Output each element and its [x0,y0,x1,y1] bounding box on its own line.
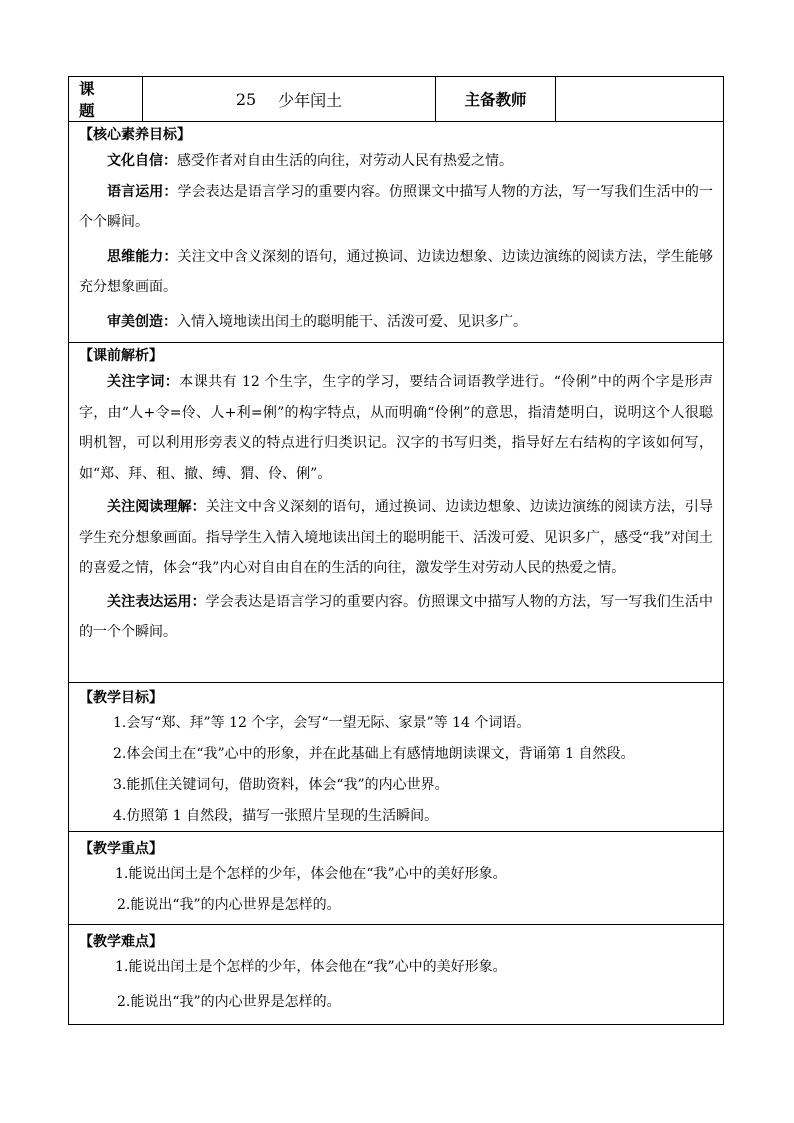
difficult-points-heading: 【教学难点】 [79,934,163,950]
key-points-section [69,832,723,925]
teaching-goal-item: 3.能抓住关键词句，借助资料，体会“我”的内心世界。 [113,777,449,793]
teaching-goals-section [69,683,723,832]
core-goal-item [79,177,713,238]
pre-analysis-text: 关注文中含义深刻的语句，通过换词、边读边想象、边读边演练的阅读方法，引导学生充分想象画面。指导学生入情入境地读出闰土的聪明能干、活泼可爱、见识多广，感受“我”对闰土的喜爱之情，体会“我”内心对自由自在的生活的向往，激发学生对劳动人民的热爱之情。 [79,499,714,576]
core-goal-text: 学会表达是语言学习的重要内容。仿照课文中描写人物的方法，写一写我们生活中的一个个瞬间。 [79,183,714,230]
teaching-goal-item: 4.仿照第 1 自然段，描写一张照片呈现的生活瞬间。 [113,808,439,824]
topic-label: 课 题 [69,77,143,121]
core-goal-text: 感受作者对自由生活的向往，对劳动人民有热爱之情。 [177,153,513,169]
pre-analysis-item [79,367,713,489]
teacher-value [556,77,723,121]
teaching-goal-item: 1.会写“郑、拜”等 12 个字，会写“一望无际、家景”等 14 个词语。 [113,715,531,731]
core-goal-label: 思维能力： [107,248,178,265]
pre-analysis-label: 关注阅读理解： [107,499,206,515]
key-point-item: 2.能说出“我”的内心世界是怎样的。 [117,897,341,913]
core-goals-heading: 【核心素养目标】 [79,127,191,143]
lesson-number: 25 [235,89,257,109]
pre-analysis-label: 关注表达运用： [107,593,206,610]
difficult-point-item: 1.能说出闰土是个怎样的少年，体会他在“我”心中的美好形象。 [115,959,507,975]
teaching-goal-item: 2.体会闰土在“我”心中的形象，并在此基础上有感情地朗读课文，背诵第 1 自然段。 [113,746,635,762]
pre-analysis-heading: 【课前解析】 [79,348,163,364]
core-goal-item [79,242,713,303]
core-goal-item [79,307,713,338]
title-row [69,77,723,122]
key-points-heading: 【教学重点】 [79,841,163,857]
pre-analysis-text: 本课共有 12 个生字，生字的学习，要结合词语教学进行。“伶俐”中的两个字是形声字，由“人+令=伶、人+利=俐”的构字特点，从而明确“伶俐”的意思，指清楚明白，说明这个人很聪明机智，可以利用形旁表义的特点进行归类识记。汉字的书写归类，指导好左右结构的字该如何写，如“郑、拜、租、撤、缚、猬、伶、俐”。 [79,374,714,482]
core-goal-text: 关注文中含义深刻的语句，通过换词、边读边想象、边读边演练的阅读方法，学生能够充分想象画面。 [79,248,714,295]
core-goal-label: 审美创造： [107,313,177,330]
pre-analysis-item [79,587,713,648]
teacher-label: 主备教师 [436,77,556,121]
pre-analysis-section [69,343,723,683]
key-point-item: 1.能说出闰土是个怎样的少年，体会他在“我”心中的美好形象。 [115,866,507,882]
difficult-point-item: 2.能说出“我”的内心世界是怎样的。 [117,994,341,1010]
pre-analysis-item [79,492,713,584]
lesson-plan-table [68,76,724,1025]
lesson-title: 少年闰土 [278,90,343,110]
core-goal-label: 语言运用： [107,183,178,200]
core-goal-text: 入情入境地读出闰土的聪明能干、活泼可爱、见识多广。 [177,313,527,330]
lesson-title-cell [143,77,436,121]
core-goal-item [79,146,713,177]
pre-analysis-text: 学会表达是语言学习的重要内容。仿照课文中描写人物的方法，写一写我们生活中的一个个瞬间。 [79,593,714,640]
teaching-goals-heading: 【教学目标】 [79,690,163,706]
pre-analysis-label: 关注字词： [107,374,180,390]
core-goal-label: 文化自信： [107,153,177,169]
difficult-points-section [69,925,723,1024]
core-goals-section [69,122,723,343]
